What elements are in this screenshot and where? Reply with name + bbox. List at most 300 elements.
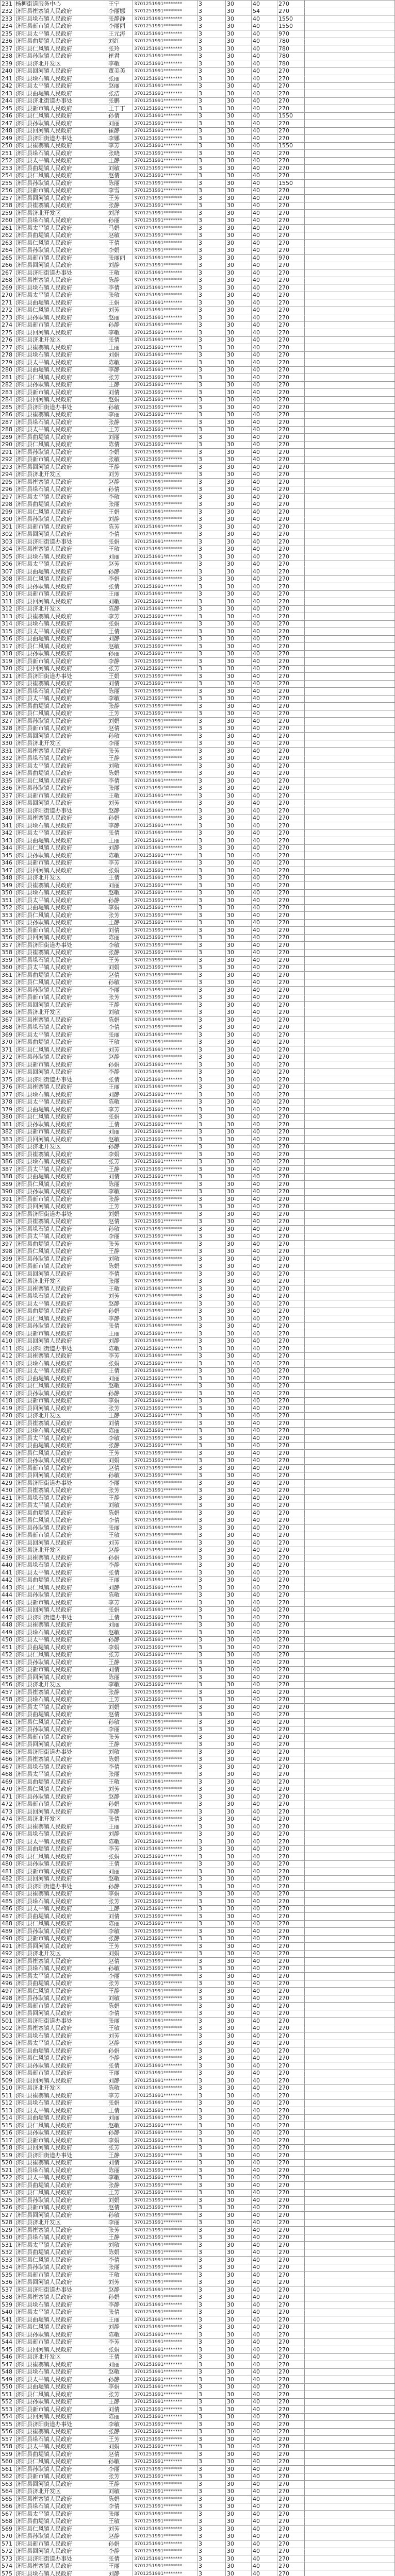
cell-col-a: 3 bbox=[198, 75, 226, 83]
cell-index: 298 bbox=[1, 501, 14, 509]
cell-col-b: 30 bbox=[226, 180, 252, 188]
cell-col-c: 40 bbox=[252, 1845, 277, 1853]
cell-col-d: 270 bbox=[277, 568, 305, 576]
cell-index: 234 bbox=[1, 23, 14, 30]
cell-index: 252 bbox=[1, 157, 14, 165]
cell-unit: 济阳县太平镇人民政府 bbox=[14, 1973, 107, 1980]
cell-id-number: 3701251991******** bbox=[133, 419, 198, 427]
cell-index: 478 bbox=[1, 1845, 14, 1853]
cell-id-number: 3701251991******** bbox=[133, 1405, 198, 1413]
cell-col-c: 40 bbox=[252, 2301, 277, 2309]
cell-col-b: 30 bbox=[226, 665, 252, 673]
cell-empty bbox=[305, 1711, 395, 1719]
cell-col-c: 40 bbox=[252, 1689, 277, 1697]
cell-col-d: 270 bbox=[277, 240, 305, 247]
cell-name: 孙敏 bbox=[107, 733, 133, 740]
table-row bbox=[1, 2301, 395, 2309]
cell-unit: 济阳县垛石镇人民政府 bbox=[14, 1965, 107, 1973]
cell-unit: 济阳县仁风镇人民政府 bbox=[14, 1181, 107, 1189]
table-row bbox=[1, 2010, 395, 2018]
cell-empty bbox=[305, 1016, 395, 1024]
cell-id-number: 3701251991******** bbox=[133, 777, 198, 785]
cell-id-number: 3701251991******** bbox=[133, 2159, 198, 2167]
cell-col-c: 40 bbox=[252, 2338, 277, 2346]
table-row bbox=[1, 1061, 395, 1069]
cell-col-c: 40 bbox=[252, 792, 277, 800]
cell-empty bbox=[305, 2279, 395, 2286]
cell-col-c: 40 bbox=[252, 2570, 277, 2576]
cell-name: 李娟 bbox=[107, 1151, 133, 1159]
cell-index: 509 bbox=[1, 2077, 14, 2085]
cell-col-c: 40 bbox=[252, 127, 277, 135]
table-row bbox=[1, 2257, 395, 2264]
cell-empty bbox=[305, 1562, 395, 1569]
cell-col-a: 3 bbox=[198, 523, 226, 531]
cell-name: 王静 bbox=[107, 2234, 133, 2242]
cell-col-c: 40 bbox=[252, 486, 277, 494]
cell-name: 李芳 bbox=[107, 859, 133, 867]
cell-unit: 济阳县垛石镇人民政府 bbox=[14, 1562, 107, 1569]
cell-col-b: 30 bbox=[226, 1808, 252, 1816]
cell-name: 刘芳 bbox=[107, 2526, 133, 2533]
cell-col-c: 40 bbox=[252, 1487, 277, 1495]
cell-col-c: 40 bbox=[252, 321, 277, 329]
cell-unit: 济阳县曲堤镇人民政府 bbox=[14, 2518, 107, 2526]
cell-col-d: 270 bbox=[277, 1666, 305, 1674]
cell-col-c: 40 bbox=[252, 120, 277, 128]
table-row bbox=[1, 165, 395, 173]
cell-empty bbox=[305, 785, 395, 792]
cell-id-number: 3701251991******** bbox=[133, 1584, 198, 1592]
cell-col-c: 40 bbox=[252, 2189, 277, 2197]
cell-index: 369 bbox=[1, 1031, 14, 1039]
cell-unit: 济阳县新市镇人民政府 bbox=[14, 187, 107, 195]
cell-col-c: 40 bbox=[252, 389, 277, 397]
cell-index: 383 bbox=[1, 1136, 14, 1144]
cell-col-b: 30 bbox=[226, 2003, 252, 2010]
table-row bbox=[1, 695, 395, 703]
cell-name: 刘芳 bbox=[107, 471, 133, 479]
cell-col-d: 270 bbox=[277, 852, 305, 860]
cell-col-a: 3 bbox=[198, 1233, 226, 1241]
cell-col-c: 40 bbox=[252, 2032, 277, 2040]
cell-col-c: 40 bbox=[252, 1278, 277, 1285]
table-row bbox=[1, 837, 395, 845]
cell-col-a: 3 bbox=[198, 1524, 226, 1532]
cell-index: 430 bbox=[1, 1487, 14, 1495]
cell-empty bbox=[305, 1898, 395, 1906]
cell-col-d: 270 bbox=[277, 733, 305, 740]
cell-name: 张静静 bbox=[107, 15, 133, 23]
cell-col-d: 270 bbox=[277, 770, 305, 777]
table-row bbox=[1, 284, 395, 292]
cell-col-d: 270 bbox=[277, 710, 305, 718]
cell-col-b: 30 bbox=[226, 1061, 252, 1069]
cell-unit: 济阳县曲堤镇人民政府 bbox=[14, 2451, 107, 2459]
cell-col-d: 270 bbox=[277, 1950, 305, 1958]
cell-empty bbox=[305, 1644, 395, 1652]
table-row bbox=[1, 1450, 395, 1458]
cell-id-number: 3701251991******** bbox=[133, 97, 198, 105]
table-row bbox=[1, 1233, 395, 1241]
cell-empty bbox=[305, 897, 395, 905]
cell-col-b: 30 bbox=[226, 2174, 252, 2182]
cell-empty bbox=[305, 1771, 395, 1778]
cell-empty bbox=[305, 366, 395, 374]
cell-col-d: 270 bbox=[277, 904, 305, 912]
cell-empty bbox=[305, 2212, 395, 2219]
cell-unit: 济阳县垛石镇人民政府 bbox=[14, 2436, 107, 2444]
cell-col-c: 40 bbox=[252, 770, 277, 777]
cell-empty bbox=[305, 1793, 395, 1801]
cell-col-b: 30 bbox=[226, 2398, 252, 2406]
cell-name: 张静 bbox=[107, 1935, 133, 1943]
cell-name: 陈娟 bbox=[107, 1016, 133, 1024]
cell-col-a: 3 bbox=[198, 1039, 226, 1046]
cell-id-number: 3701251991******** bbox=[133, 718, 198, 725]
cell-empty bbox=[305, 755, 395, 762]
cell-empty bbox=[305, 142, 395, 150]
cell-name: 孙敏 bbox=[107, 1226, 133, 1233]
cell-unit: 济阳县济阳街道办事处 bbox=[14, 2555, 107, 2563]
cell-col-b: 30 bbox=[226, 1890, 252, 1898]
cell-unit: 济阳县曲堤镇人民政府 bbox=[14, 1845, 107, 1853]
cell-col-c: 40 bbox=[252, 262, 277, 269]
cell-col-d: 270 bbox=[277, 1323, 305, 1330]
table-row bbox=[1, 82, 395, 90]
table-row bbox=[1, 60, 395, 68]
cell-col-a: 3 bbox=[198, 284, 226, 292]
cell-index: 251 bbox=[1, 150, 14, 158]
cell-name: 李芳 bbox=[107, 2338, 133, 2346]
cell-col-a: 3 bbox=[198, 1293, 226, 1300]
table-row bbox=[1, 269, 395, 277]
cell-index: 268 bbox=[1, 277, 14, 284]
cell-col-c: 40 bbox=[252, 755, 277, 762]
cell-col-b: 30 bbox=[226, 673, 252, 681]
cell-empty bbox=[305, 2361, 395, 2369]
cell-unit: 济阳县孙耿镇人民政府 bbox=[14, 1390, 107, 1398]
cell-unit: 济阳县济阳街道办事处 bbox=[14, 538, 107, 546]
cell-index: 481 bbox=[1, 1868, 14, 1876]
cell-id-number: 3701251991******** bbox=[133, 2114, 198, 2122]
table-row bbox=[1, 1920, 395, 1928]
cell-unit: 济阳县新市镇人民政府 bbox=[14, 321, 107, 329]
table-row bbox=[1, 1256, 395, 1263]
cell-col-a: 3 bbox=[198, 120, 226, 128]
table-row bbox=[1, 1, 395, 8]
cell-empty bbox=[305, 1838, 395, 1846]
cell-col-c: 40 bbox=[252, 225, 277, 232]
cell-col-a: 3 bbox=[198, 1315, 226, 1323]
cell-col-a: 3 bbox=[198, 314, 226, 322]
cell-col-c: 40 bbox=[252, 1868, 277, 1876]
cell-id-number: 3701251991******** bbox=[133, 255, 198, 262]
cell-index: 399 bbox=[1, 1256, 14, 1263]
cell-index: 387 bbox=[1, 1166, 14, 1174]
cell-id-number: 3701251991******** bbox=[133, 1749, 198, 1756]
table-row bbox=[1, 135, 395, 143]
cell-col-b: 30 bbox=[226, 2242, 252, 2249]
cell-col-c: 40 bbox=[252, 1330, 277, 1338]
cell-col-d: 270 bbox=[277, 1397, 305, 1405]
table-row bbox=[1, 531, 395, 538]
cell-col-d: 270 bbox=[277, 598, 305, 606]
cell-col-c: 40 bbox=[252, 1965, 277, 1973]
cell-col-c: 40 bbox=[252, 404, 277, 412]
table-row bbox=[1, 1495, 395, 1502]
cell-col-d: 270 bbox=[277, 2279, 305, 2286]
cell-col-a: 3 bbox=[198, 2391, 226, 2399]
cell-name: 王静 bbox=[107, 157, 133, 165]
cell-col-d: 270 bbox=[277, 434, 305, 442]
cell-empty bbox=[305, 2406, 395, 2414]
cell-col-d: 270 bbox=[277, 1517, 305, 1524]
cell-col-c: 40 bbox=[252, 1352, 277, 1360]
cell-id-number: 3701251991******** bbox=[133, 1181, 198, 1189]
table-row bbox=[1, 1547, 395, 1554]
cell-col-a: 3 bbox=[198, 1965, 226, 1973]
cell-name: 孙静 bbox=[107, 1636, 133, 1644]
cell-empty bbox=[305, 2264, 395, 2272]
cell-col-b: 30 bbox=[226, 157, 252, 165]
cell-id-number: 3701251991******** bbox=[133, 837, 198, 845]
cell-col-d: 270 bbox=[277, 1315, 305, 1323]
cell-col-d: 270 bbox=[277, 2122, 305, 2130]
cell-col-c: 40 bbox=[252, 1113, 277, 1121]
cell-col-c: 40 bbox=[252, 150, 277, 158]
cell-col-a: 3 bbox=[198, 1973, 226, 1980]
cell-col-a: 3 bbox=[198, 1935, 226, 1943]
cell-id-number: 3701251991******** bbox=[133, 210, 198, 217]
cell-col-d: 270 bbox=[277, 2092, 305, 2100]
cell-col-a: 3 bbox=[198, 2324, 226, 2331]
cell-col-b: 30 bbox=[226, 1031, 252, 1039]
cell-col-d: 270 bbox=[277, 1285, 305, 1293]
cell-id-number: 3701251991******** bbox=[133, 53, 198, 60]
cell-index: 428 bbox=[1, 1472, 14, 1480]
cell-unit: 济阳县济阳街道办事处 bbox=[14, 1480, 107, 1487]
cell-col-d: 780 bbox=[277, 60, 305, 68]
cell-col-b: 30 bbox=[226, 1293, 252, 1300]
cell-col-c: 40 bbox=[252, 1002, 277, 1009]
cell-empty bbox=[305, 516, 395, 523]
cell-index: 420 bbox=[1, 1412, 14, 1420]
cell-col-c: 40 bbox=[252, 710, 277, 718]
cell-empty bbox=[305, 1719, 395, 1726]
table-row bbox=[1, 1674, 395, 1682]
cell-id-number: 3701251991******** bbox=[133, 187, 198, 195]
cell-index: 485 bbox=[1, 1898, 14, 1906]
cell-empty bbox=[305, 172, 395, 180]
cell-empty bbox=[305, 2555, 395, 2563]
cell-unit: 济阳县新市镇人民政府 bbox=[14, 2272, 107, 2279]
cell-unit: 济阳县仁风镇人民政府 bbox=[14, 1651, 107, 1659]
cell-index: 297 bbox=[1, 494, 14, 501]
cell-index: 367 bbox=[1, 1016, 14, 1024]
cell-name: 王芳 bbox=[107, 1696, 133, 1704]
cell-col-d: 270 bbox=[277, 1487, 305, 1495]
cell-empty bbox=[305, 1666, 395, 1674]
cell-col-a: 3 bbox=[198, 381, 226, 389]
cell-id-number: 3701251991******** bbox=[133, 2316, 198, 2324]
cell-col-a: 3 bbox=[198, 2234, 226, 2242]
cell-col-d: 270 bbox=[277, 1069, 305, 1076]
cell-name: 赵敏 bbox=[107, 1382, 133, 1390]
table-row bbox=[1, 1420, 395, 1428]
cell-name: 孙敏 bbox=[107, 1965, 133, 1973]
cell-unit: 济阳县垛石镇人民政府 bbox=[14, 1831, 107, 1838]
table-row bbox=[1, 1263, 395, 1270]
cell-unit: 济阳县仁风镇人民政府 bbox=[14, 2391, 107, 2399]
cell-unit: 济阳县回河镇人民政府 bbox=[14, 2144, 107, 2152]
cell-name: 陈丽 bbox=[107, 1674, 133, 1682]
table-row bbox=[1, 762, 395, 770]
cell-col-a: 3 bbox=[198, 2227, 226, 2234]
cell-name: 王敏 bbox=[107, 1285, 133, 1293]
cell-col-c: 40 bbox=[252, 1016, 277, 1024]
cell-index: 491 bbox=[1, 1943, 14, 1951]
cell-col-d: 270 bbox=[277, 2331, 305, 2339]
cell-col-a: 3 bbox=[198, 1480, 226, 1487]
cell-col-d: 270 bbox=[277, 703, 305, 710]
cell-id-number: 3701251991******** bbox=[133, 1636, 198, 1644]
cell-index: 246 bbox=[1, 112, 14, 120]
cell-col-a: 3 bbox=[198, 210, 226, 217]
cell-col-d: 270 bbox=[277, 2338, 305, 2346]
cell-col-b: 30 bbox=[226, 1083, 252, 1091]
cell-col-d: 270 bbox=[277, 1143, 305, 1151]
cell-col-d: 270 bbox=[277, 1196, 305, 1204]
cell-id-number: 3701251991******** bbox=[133, 2144, 198, 2152]
cell-id-number: 3701251991******** bbox=[133, 247, 198, 255]
cell-unit: 济阳县济北街道办事处 bbox=[14, 97, 107, 105]
cell-col-a: 3 bbox=[198, 1278, 226, 1285]
cell-empty bbox=[305, 494, 395, 501]
cell-col-b: 30 bbox=[226, 30, 252, 38]
cell-empty bbox=[305, 1203, 395, 1211]
cell-id-number: 3701251991******** bbox=[133, 449, 198, 456]
cell-col-a: 3 bbox=[198, 389, 226, 397]
table-row bbox=[1, 2122, 395, 2130]
cell-col-a: 3 bbox=[198, 38, 226, 45]
cell-name: 张倩 bbox=[107, 1569, 133, 1577]
cell-index: 436 bbox=[1, 1532, 14, 1539]
cell-index: 494 bbox=[1, 1965, 14, 1973]
table-row bbox=[1, 1158, 395, 1166]
cell-id-number: 3701251991******** bbox=[133, 1136, 198, 1144]
cell-col-c: 40 bbox=[252, 658, 277, 666]
cell-col-b: 30 bbox=[226, 658, 252, 666]
cell-name: 张芳 bbox=[107, 2391, 133, 2399]
cell-id-number: 3701251991******** bbox=[133, 1666, 198, 1674]
cell-name: 刘娟 bbox=[107, 964, 133, 972]
cell-index: 378 bbox=[1, 1098, 14, 1106]
cell-index: 439 bbox=[1, 1554, 14, 1562]
cell-col-c: 40 bbox=[252, 1808, 277, 1816]
table-row bbox=[1, 605, 395, 613]
cell-unit: 济阳县仁风镇人民政府 bbox=[14, 1786, 107, 1793]
cell-col-d: 270 bbox=[277, 2301, 305, 2309]
cell-col-d: 270 bbox=[277, 1636, 305, 1644]
cell-index: 522 bbox=[1, 2174, 14, 2182]
cell-col-b: 30 bbox=[226, 1337, 252, 1345]
cell-col-c: 40 bbox=[252, 2518, 277, 2526]
cell-id-number: 3701251991******** bbox=[133, 1233, 198, 1241]
cell-col-b: 30 bbox=[226, 598, 252, 606]
cell-index: 423 bbox=[1, 1435, 14, 1443]
cell-name: 李敏 bbox=[107, 695, 133, 703]
cell-name: 陈倩 bbox=[107, 441, 133, 449]
cell-col-d: 270 bbox=[277, 531, 305, 538]
cell-col-c: 40 bbox=[252, 680, 277, 688]
cell-col-d: 270 bbox=[277, 874, 305, 882]
cell-index: 551 bbox=[1, 2391, 14, 2399]
cell-index: 313 bbox=[1, 613, 14, 621]
cell-unit: 济阳县济北开发区 bbox=[14, 2219, 107, 2227]
cell-col-d: 270 bbox=[277, 1943, 305, 1951]
cell-col-a: 3 bbox=[198, 957, 226, 964]
cell-index: 267 bbox=[1, 269, 14, 277]
cell-col-d: 270 bbox=[277, 2167, 305, 2175]
cell-col-a: 3 bbox=[198, 2548, 226, 2555]
cell-index: 415 bbox=[1, 1375, 14, 1383]
cell-col-c: 40 bbox=[252, 1973, 277, 1980]
cell-col-d: 270 bbox=[277, 1241, 305, 1248]
cell-name: 王倩 bbox=[107, 240, 133, 247]
cell-col-c: 40 bbox=[252, 1270, 277, 1278]
table-row bbox=[1, 2286, 395, 2294]
cell-id-number: 3701251991******** bbox=[133, 344, 198, 352]
cell-col-c: 40 bbox=[252, 1980, 277, 1988]
cell-name: 赵倩 bbox=[107, 972, 133, 979]
cell-id-number: 3701251991******** bbox=[133, 2473, 198, 2481]
cell-col-d: 270 bbox=[277, 1532, 305, 1539]
cell-index: 525 bbox=[1, 2197, 14, 2205]
cell-id-number: 3701251991******** bbox=[133, 1532, 198, 1539]
cell-index: 276 bbox=[1, 336, 14, 344]
cell-id-number: 3701251991******** bbox=[133, 807, 198, 815]
cell-col-a: 3 bbox=[198, 1263, 226, 1270]
cell-index: 418 bbox=[1, 1397, 14, 1405]
cell-id-number: 3701251991******** bbox=[133, 1644, 198, 1652]
cell-id-number: 3701251991******** bbox=[133, 60, 198, 68]
cell-unit: 济阳县崔寨镇人民政府 bbox=[14, 2025, 107, 2032]
cell-col-b: 30 bbox=[226, 1764, 252, 1771]
table-row bbox=[1, 1636, 395, 1644]
cell-unit: 济阳县太平镇人民政府 bbox=[14, 292, 107, 299]
cell-id-number: 3701251991******** bbox=[133, 740, 198, 748]
cell-empty bbox=[305, 38, 395, 45]
cell-index: 362 bbox=[1, 979, 14, 987]
cell-col-d: 270 bbox=[277, 919, 305, 927]
cell-id-number: 3701251991******** bbox=[133, 359, 198, 367]
cell-unit: 济阳县孙耿镇人民政府 bbox=[14, 650, 107, 658]
cell-col-a: 3 bbox=[198, 1741, 226, 1749]
cell-col-c: 40 bbox=[252, 172, 277, 180]
cell-id-number: 3701251991******** bbox=[133, 882, 198, 890]
cell-col-b: 30 bbox=[226, 733, 252, 740]
cell-index: 357 bbox=[1, 942, 14, 950]
cell-empty bbox=[305, 210, 395, 217]
cell-col-b: 30 bbox=[226, 1845, 252, 1853]
cell-empty bbox=[305, 568, 395, 576]
cell-unit: 济阳县垛石镇人民政府 bbox=[14, 2570, 107, 2576]
cell-col-b: 30 bbox=[226, 1203, 252, 1211]
table-row bbox=[1, 583, 395, 591]
cell-index: 411 bbox=[1, 1345, 14, 1353]
cell-col-a: 3 bbox=[198, 1113, 226, 1121]
